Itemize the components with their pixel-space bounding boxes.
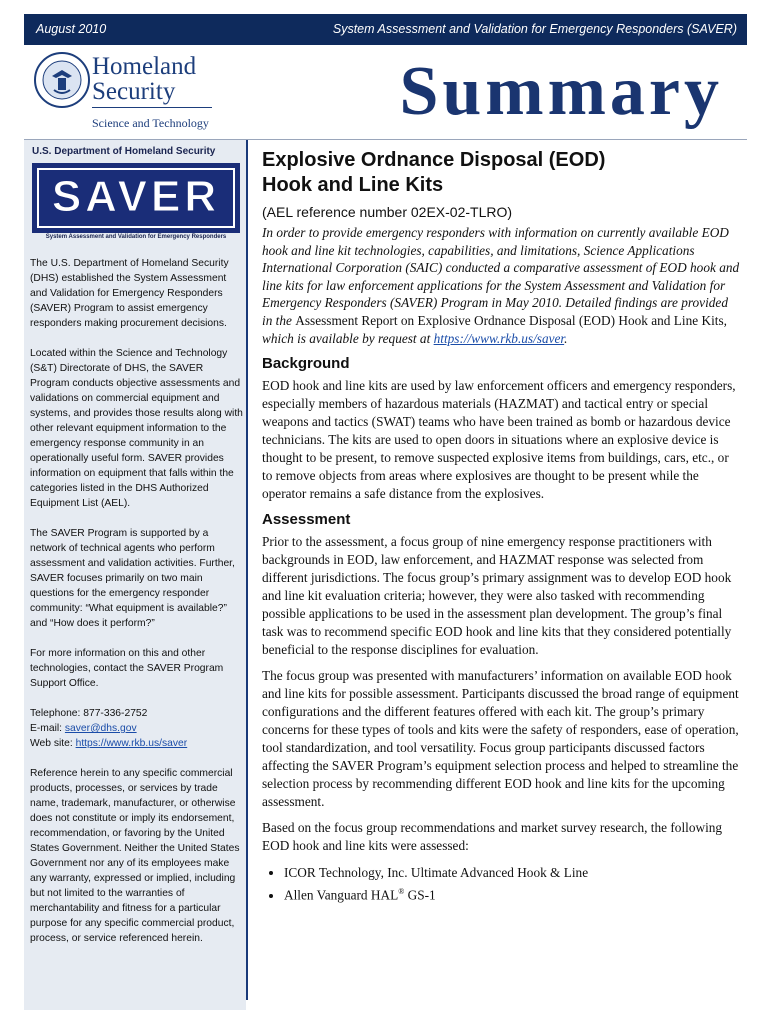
contact-email-link[interactable]: saver@dhs.gov bbox=[64, 723, 137, 734]
sidebar-para-4: For more information on this and other technologies, contact the SAVER Program Support Office. bbox=[30, 648, 224, 689]
list-item: • ICOR Technology, Inc. Ultimate Advanced Hook & Line bbox=[284, 863, 740, 882]
contact-web-link[interactable]: https://www.rkb.us/saver bbox=[75, 738, 188, 749]
saver-tagline: System Assessment and Validation for Emergency Responders bbox=[45, 234, 227, 240]
contact-web-label: Web site: bbox=[30, 738, 76, 749]
logo-name bbox=[92, 54, 196, 104]
document-title-line1: Explosive Ordnance Disposal (EOD) bbox=[262, 149, 606, 171]
page-title: Summary bbox=[399, 53, 723, 130]
assessment-paragraph-2: The focus group was presented with manufacturers’ information on available EOD hook and line kits for possible assessment. Participants discussed the broad range of equipment configurations and the different features offered with each kit. The group’s primary concerns for these types of tools and kits were the safety of responders, ease of operation, tool standardization, and tool versatility. Focus group participants discussed factors affecting the SAVER Program’s equipment selection process and helped to streamline the selection process by recommending different EOD hook and line kits for the upcoming assessment. bbox=[262, 668, 739, 810]
background-heading: Background bbox=[262, 355, 350, 373]
sidebar-para-2: Located within the Science and Technology (S&T) Directorate of DHS, the SAVER Program conducts objective assessments and validations on commercial equipment and systems, and provides those results along with other relevant equipment information to the emergency response community in an operationally useful form. SAVER provides information on equipment that falls within the categories listed in the DHS Authorized Equipment List (AEL). bbox=[30, 348, 243, 509]
saver-logo-frame bbox=[37, 168, 235, 228]
document-title-line2: Hook and Line Kits bbox=[262, 174, 444, 196]
sidebar-para-3: The SAVER Program is supported by a network of technical agents who perform assessment and validation activities. Further, SAVER focuses primarily on two main questions for the emergency responder community: “What equipment is available?” and “How does it perform?” bbox=[30, 528, 235, 629]
dhs-seal-icon bbox=[34, 52, 90, 108]
sidebar-text bbox=[30, 256, 244, 961]
program-name: System Assessment and Validation for Emergency Responders (SAVER) bbox=[332, 22, 737, 36]
sidebar bbox=[24, 140, 246, 1010]
intro-link[interactable]: https://www.rkb.us/saver bbox=[433, 330, 565, 346]
logo-rule bbox=[92, 107, 212, 108]
sidebar-para-1: The U.S. Department of Homeland Security (DHS) established the System Assessment and Validation for Emergency Responders (SAVER) Program to assist emergency responders making procurement decisions. bbox=[30, 258, 229, 329]
assessed-kits-list bbox=[262, 863, 740, 904]
registered-mark: ® bbox=[398, 887, 405, 897]
intro-paragraph bbox=[262, 224, 740, 347]
list-item bbox=[284, 882, 740, 904]
saver-logo-word: SAVER bbox=[51, 172, 221, 221]
bullet2-suffix: GS-1 bbox=[404, 887, 436, 903]
document-title bbox=[262, 148, 740, 198]
intro-text-end: . bbox=[564, 330, 568, 346]
intro-report-title: Assessment Report on Explosive Ordnance Disposal (EOD) Hook and Line Kits bbox=[295, 312, 724, 328]
sidebar-disclaimer: Reference herein to any specific commercial products, processes, or services by trade name, trademark, manufacturer, or otherwise does not constitute or imply its endorsement, recommendation, or favoring by the United States Government. Neither the United States Government nor any of its employees make any warranty, expressed or implied, including but not limited to the warranties of merchantability and fitness for a particular purpose for any specific commercial product, process, or service referenced herein. bbox=[30, 768, 240, 944]
intro-text-a: In order to provide emergency responders with information on currently available EOD hook and line kit technologies, capabilities, and limitations, Science Applications International Corporation (SAIC) conducted a comparative assessment of EOD hook and line kits for law enforcement applications for the System Assessment and Validation for Emergency Responders (SAVER) Program in May 2010. Detailed findings are provided in the bbox=[262, 225, 740, 328]
main-content bbox=[262, 148, 740, 905]
bullet2-text: Allen Vanguard HAL bbox=[284, 887, 399, 903]
background-paragraph: EOD hook and line kits are used by law enforcement officers and emergency responders, especially members of hazardous materials (HAZMAT) and tactical entry or special weapons and tactics (SWAT) teams who have been trained as bomb or hazardous device technicians. The kits are used to open doors in situations where an explosive device is thought to be present, to remove suspected explosive items from buildings, cars, etc., or to remove objects from areas where explosives are thought to be present while the operator remains a safe distance from the explosives. bbox=[262, 378, 736, 502]
contact-telephone: Telephone: 877-336-2752 bbox=[30, 708, 148, 719]
publication-date: August 2010 bbox=[36, 22, 107, 36]
header-bar bbox=[24, 14, 747, 45]
ael-reference: (AEL reference number 02EX-02-TLRO) bbox=[262, 204, 513, 220]
saver-logo bbox=[32, 163, 240, 233]
saver-logo-block bbox=[32, 146, 240, 240]
assessment-paragraph-1: Prior to the assessment, a focus group of nine emergency response practitioners with backgrounds in EOD, law enforcement, and HAZMAT response was selected from different jurisdictions. The focus group’s primary assignment was to develop EOD hook and line kit evaluation criteria; however, they were also tasked with recommending possible applications to be used in the assessment plan development. The group’s final task was to recommend specific EOD hook and line kits that they considered potentially beneficial to the response disciplines for evaluation. bbox=[262, 534, 732, 658]
logo-name-line2: Security bbox=[92, 78, 176, 105]
assessment-paragraph-3: Based on the focus group recommendations and market survey research, the following EOD hook and line kits were assessed: bbox=[262, 820, 723, 854]
logo-name-line1: Homeland bbox=[92, 53, 197, 80]
intro-text-b: , which is available by request at bbox=[262, 312, 727, 346]
contact-block bbox=[30, 706, 244, 751]
dhs-logo bbox=[30, 52, 220, 134]
saver-dept-label: U.S. Department of Homeland Security bbox=[32, 146, 216, 157]
logo-subtitle: Science and Technology bbox=[92, 116, 209, 130]
contact-email-label: E-mail: bbox=[30, 723, 65, 734]
divider-vertical bbox=[246, 140, 248, 1000]
assessment-heading: Assessment bbox=[262, 511, 351, 529]
